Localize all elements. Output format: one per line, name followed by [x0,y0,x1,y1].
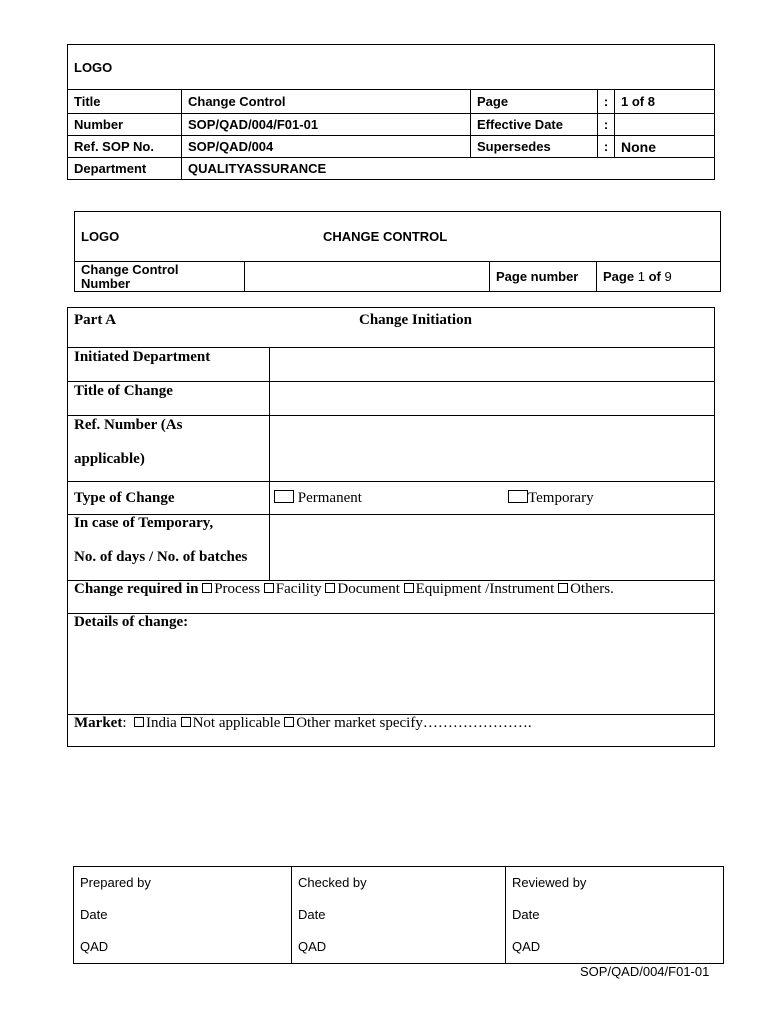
signoff-table [73,866,724,964]
change-initiation-table [67,307,715,747]
temporary-case-label: In case of Temporary, No. of days / No. of batches [68,515,270,581]
permanent-option[interactable]: Permanent [274,490,362,506]
prepared-by-cell[interactable]: Prepared by Date QAD [74,867,292,964]
form-title: CHANGE CONTROL [323,229,448,244]
facility-checkbox[interactable] [264,583,274,593]
page-label: Page [471,90,598,114]
initiated-department-label: Initiated Department [68,348,270,382]
ref-sop-value: SOP/QAD/004 [182,136,471,158]
cc-number-label: Change Control Number [75,262,245,292]
page-colon: : [598,90,615,114]
process-checkbox[interactable] [202,583,212,593]
page-value: 1 of 8 [615,90,715,114]
effective-date-label: Effective Date [471,114,598,136]
reviewed-by-cell[interactable]: Reviewed by Date QAD [506,867,724,964]
equipment-checkbox[interactable] [404,583,414,593]
header-logo: LOGO [68,45,715,90]
title-label: Title [68,90,182,114]
market-option-not-applicable[interactable]: Not applicable [181,715,281,731]
not-applicable-checkbox[interactable] [181,717,191,727]
cc-number-field[interactable] [245,262,490,292]
department-label: Department [68,158,182,180]
document-header-table [67,44,715,180]
details-label: Details of change: [74,614,189,630]
change-required-row [68,581,715,614]
form-header-row [75,212,721,262]
footer-doc-code: SOP/QAD/004/F01-01 [580,964,710,979]
market-label: Market [74,715,123,731]
initiated-department-field[interactable] [270,348,715,382]
change-option-others[interactable]: Others. [558,581,614,597]
type-of-change-label: Type of Change [68,482,270,515]
effective-colon: : [598,114,615,136]
details-of-change[interactable] [68,614,715,715]
effective-date-value [615,114,715,136]
title-value: Change Control [182,90,471,114]
supersedes-value: None [615,136,715,158]
document-checkbox[interactable] [325,583,335,593]
checked-by-cell[interactable]: Checked by Date QAD [292,867,506,964]
form-logo: LOGO [81,229,120,244]
form-header-table [74,211,721,292]
market-row: Market: India Not applicable Other market specify…………………. [68,715,715,747]
change-required-label: Change required in [74,581,199,597]
change-option-facility[interactable]: Facility [264,581,322,597]
page-number-label: Page number [490,262,597,292]
temporary-checkbox[interactable] [508,490,528,503]
supersedes-colon: : [598,136,615,158]
ref-sop-label: Ref. SOP No. [68,136,182,158]
number-label: Number [68,114,182,136]
market-option-india[interactable]: India [134,715,177,731]
part-a-label: Part A [74,312,117,328]
department-value: QUALITYASSURANCE [182,158,715,180]
ref-number-label: Ref. Number (As applicable) [68,416,270,482]
change-option-document[interactable]: Document [325,581,399,597]
ref-number-field[interactable] [270,416,715,482]
page-number-value: Page 1 of 9 [597,262,721,292]
other-market-checkbox[interactable] [284,717,294,727]
change-option-equipment[interactable]: Equipment /Instrument [404,581,555,597]
part-a-title: Change Initiation [359,312,472,328]
india-checkbox[interactable] [134,717,144,727]
supersedes-label: Supersedes [471,136,598,158]
title-of-change-label: Title of Change [68,382,270,416]
market-option-other[interactable]: Other market specify…………………. [284,715,531,731]
part-a-header [68,308,715,348]
type-of-change-options [270,482,715,515]
others-checkbox[interactable] [558,583,568,593]
title-of-change-field[interactable] [270,382,715,416]
temporary-option[interactable]: Temporary [508,490,594,507]
number-value: SOP/QAD/004/F01-01 [182,114,471,136]
permanent-checkbox[interactable] [274,490,294,503]
temporary-case-field[interactable] [270,515,715,581]
change-option-process[interactable]: Process [202,581,260,597]
